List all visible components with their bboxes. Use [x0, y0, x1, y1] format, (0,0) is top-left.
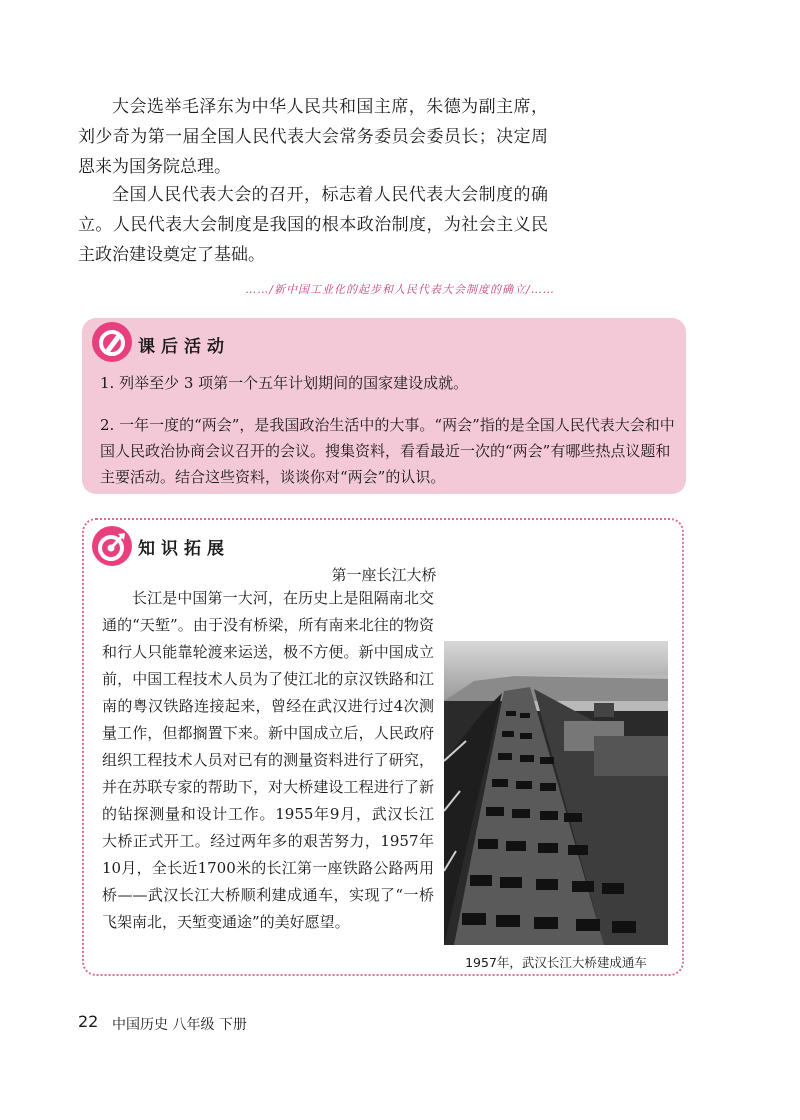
section-marker: ……/新中国工业化的起步和人民代表大会制度的确立/…… [245, 283, 555, 296]
activity-item-2: 2. 一年一度的“两会”，是我国政治生活中的大事。“两会”指的是全国人民代表大会和中国人民政治协商会议召开的会议。搜集资料，看看最近一次的“两会”有哪些热点议题和主要活动。结合这些资料，谈谈你对“两会”的认识。 [100, 416, 675, 486]
expand-arrow-icon [92, 526, 132, 566]
article-body: 长江是中国第一大河，在历史上是阻隔南北交通的“天堑”。由于没有桥梁，所有南来北往的物资和行人只能靠轮渡来运送，极不方便。新中国成立前，中国工程技术人员为了使江北的京汉铁路和江南的粤汉铁路连接起来，曾经在武汉进行过4次测量工作，但都搁置下来。新中国成立后，人民政府组织工程技术人员对已有的测量资料进行了研究，并在苏联专家的帮助下，对大桥建设工程进行了新的钻探测量和设计工作。1955年9月，武汉长江大桥正式开工。经过两年多的艰苦努力，1957年10月，全长近1700米的长江第一座铁路公路两用桥——武汉长江大桥顺利建成通车，实现了“一桥飞架南北，天堑变通途”的美好愿望。 [102, 589, 434, 931]
activity-box [82, 318, 686, 494]
photo-caption: 1957年，武汉长江大桥建成通车 [465, 955, 647, 970]
article-title: 第一座长江大桥 [331, 566, 437, 584]
body-paragraph-2: 全国人民代表大会的召开，标志着人民代表大会制度的确立。人民代表大会制度是我国的根本政治制度，为社会主义民主政治建设奠定了基础。 [78, 185, 548, 265]
activity-title: 课后活动 [138, 337, 230, 357]
bridge-photo [444, 641, 668, 945]
book-title: 中国历史 八年级 下册 [112, 1017, 247, 1033]
knowledge-title: 知识拓展 [138, 539, 230, 559]
activity-item-1: 1. 列举至少 3 项第一个五年计划期间的国家建设成就。 [100, 374, 469, 392]
pencil-icon [92, 322, 132, 362]
page-number: 22 [78, 1012, 99, 1031]
body-paragraph-1: 大会选举毛泽东为中华人民共和国主席，朱德为副主席，刘少奇为第一届全国人民代表大会常务委员会委员长；决定周恩来为国务院总理。 [78, 97, 548, 177]
